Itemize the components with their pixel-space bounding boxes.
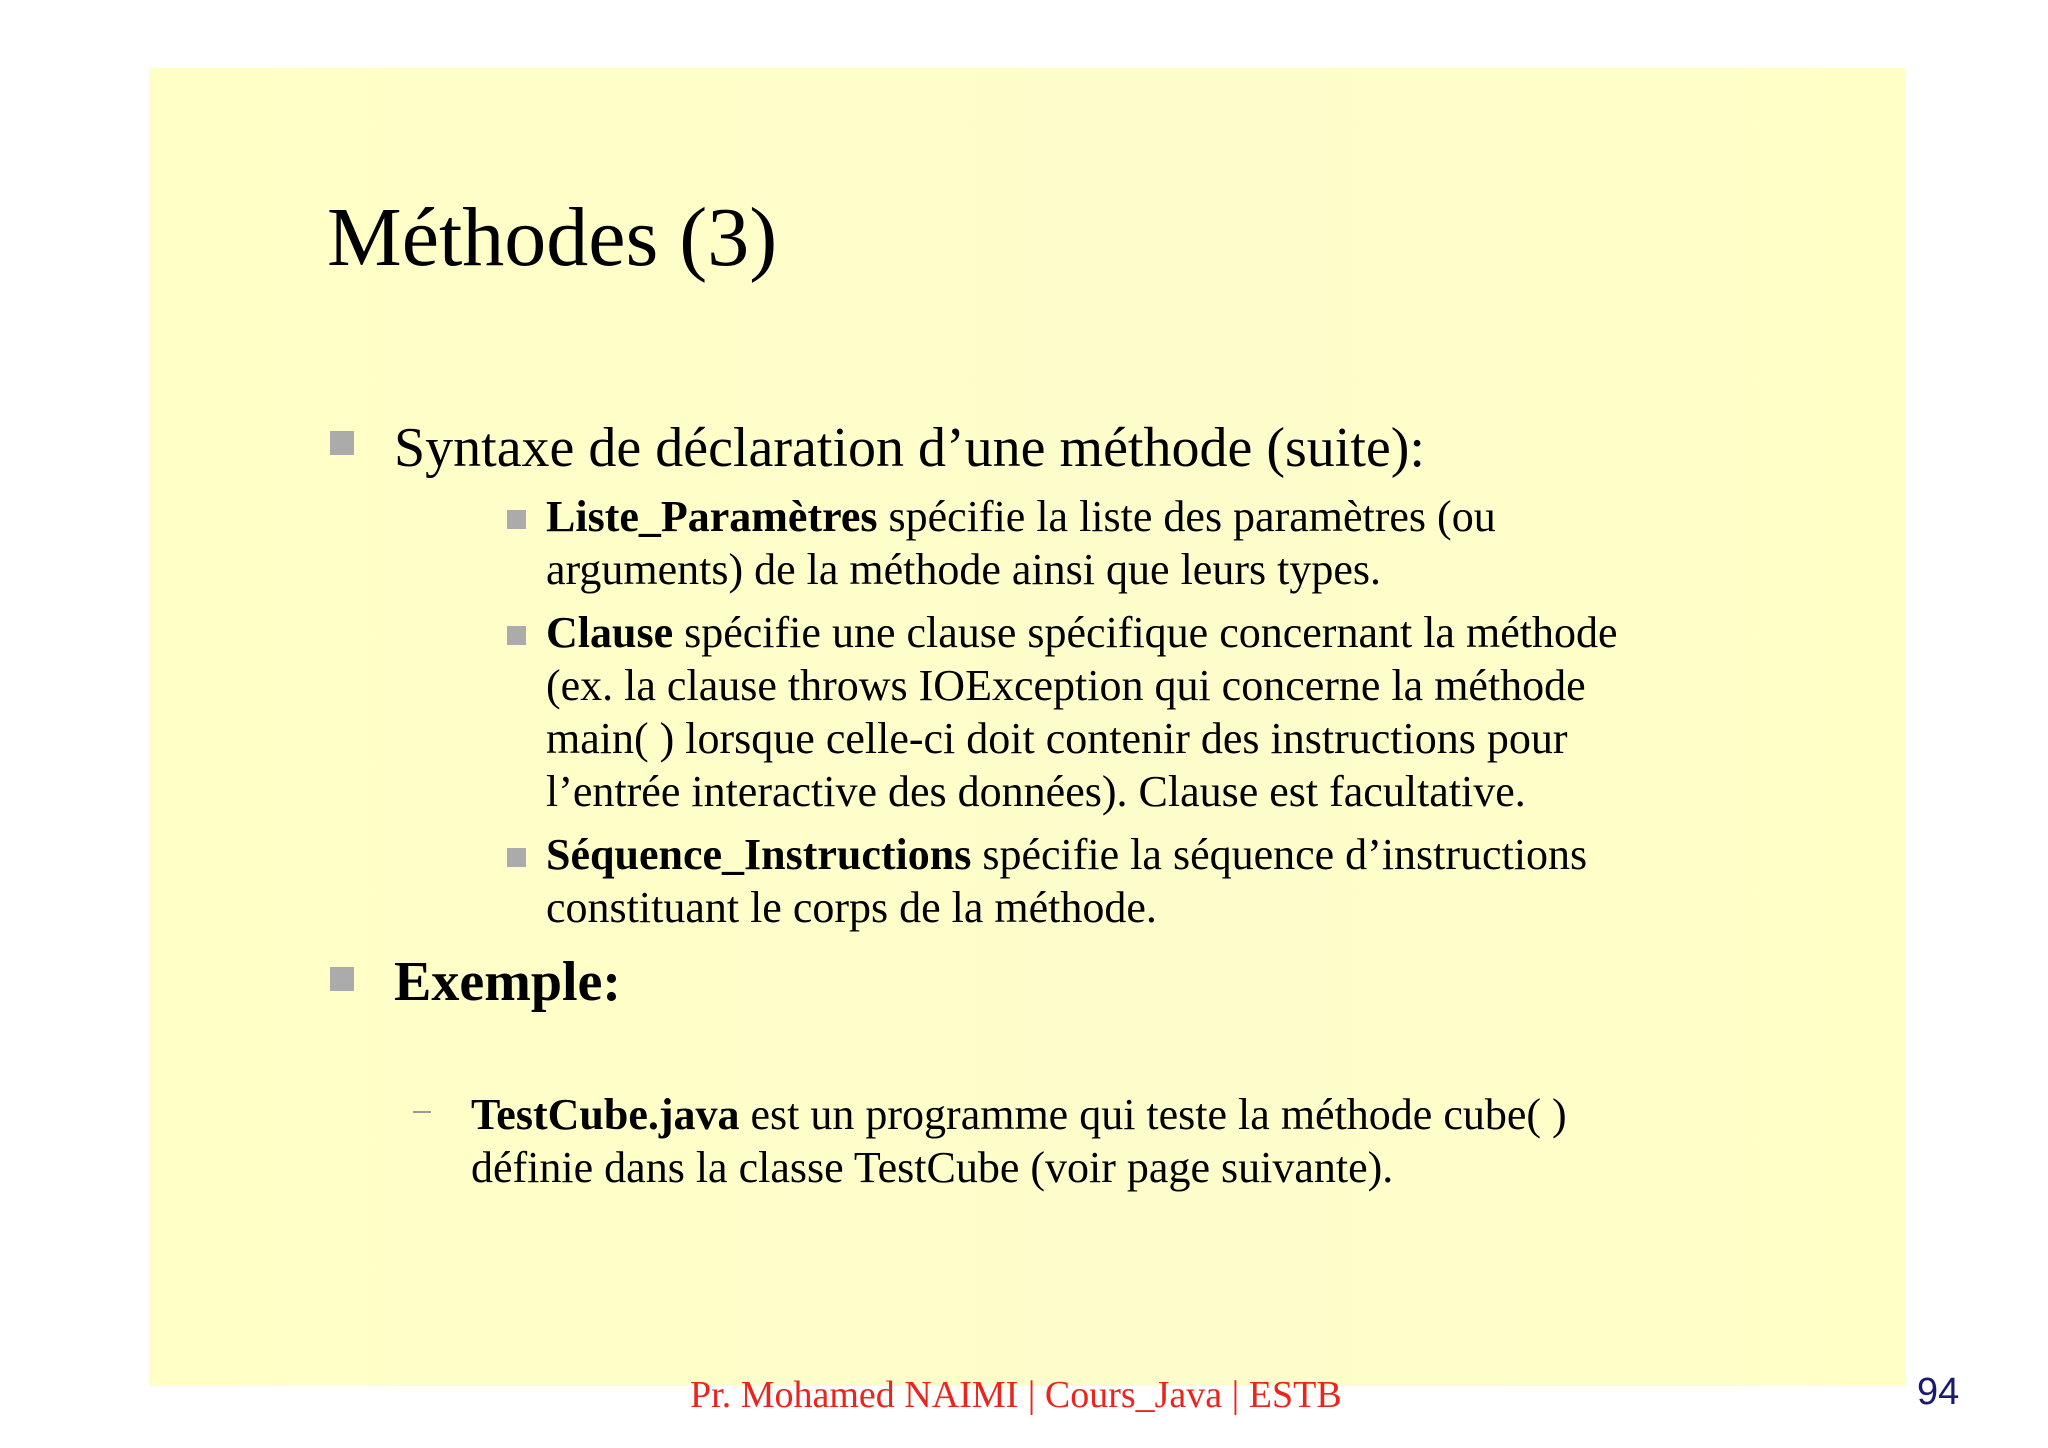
square-bullet-icon (330, 431, 354, 455)
subitem-line (546, 606, 1617, 659)
subitem-line: l’entrée interactive des données). Clause est facultative. (546, 767, 1526, 816)
slide (149, 68, 1960, 1416)
slide-footer: Pr. Mohamed NAIMI | Cours_Java | ESTB (690, 1374, 1342, 1416)
bullet-exemple: Exemple: (394, 951, 622, 1013)
slide-title: Méthodes (3) (327, 191, 778, 284)
subitem-text: est un programme qui teste la méthode cube( ) (739, 1090, 1567, 1139)
square-bullet-icon (507, 848, 526, 867)
subitem-text: spécifie la liste des paramètres (ou (877, 492, 1496, 541)
subitem-line: définie dans la classe TestCube (voir page suivante). (471, 1143, 1394, 1192)
subitem-term: TestCube.java (471, 1090, 740, 1139)
dash-bullet-icon (413, 1111, 431, 1113)
subitem-clause (546, 606, 1617, 818)
subitem-line (471, 1088, 1567, 1141)
square-bullet-icon (507, 510, 526, 529)
subitem-text: spécifie une clause spécifique concernant la méthode (673, 608, 1618, 657)
subitem-term: Séquence_Instructions (546, 830, 972, 879)
square-bullet-icon (330, 967, 354, 991)
page-number: 94 (1917, 1371, 1960, 1413)
subitem-line: constituant le corps de la méthode. (546, 883, 1157, 932)
subitem-line: main( ) lorsque celle-ci doit contenir des instructions pour (546, 714, 1568, 763)
subitem-line: arguments) de la méthode ainsi que leurs types. (546, 545, 1381, 594)
subitem-line (546, 490, 1496, 543)
bullet-syntaxe: Syntaxe de déclaration d’une méthode (suite): (394, 417, 1425, 479)
subitem-text: spécifie la séquence d’instructions (971, 830, 1588, 879)
square-bullet-icon (507, 626, 526, 645)
subitem-liste-parametres (546, 490, 1496, 596)
subitem-line (546, 828, 1587, 881)
subitem-sequence-instructions (546, 828, 1587, 934)
subitem-testcube (471, 1088, 1567, 1194)
subitem-term: Liste_Paramètres (546, 492, 878, 541)
subitem-line: (ex. la clause throws IOException qui concerne la méthode (546, 661, 1586, 710)
subitem-term: Clause (546, 608, 674, 657)
